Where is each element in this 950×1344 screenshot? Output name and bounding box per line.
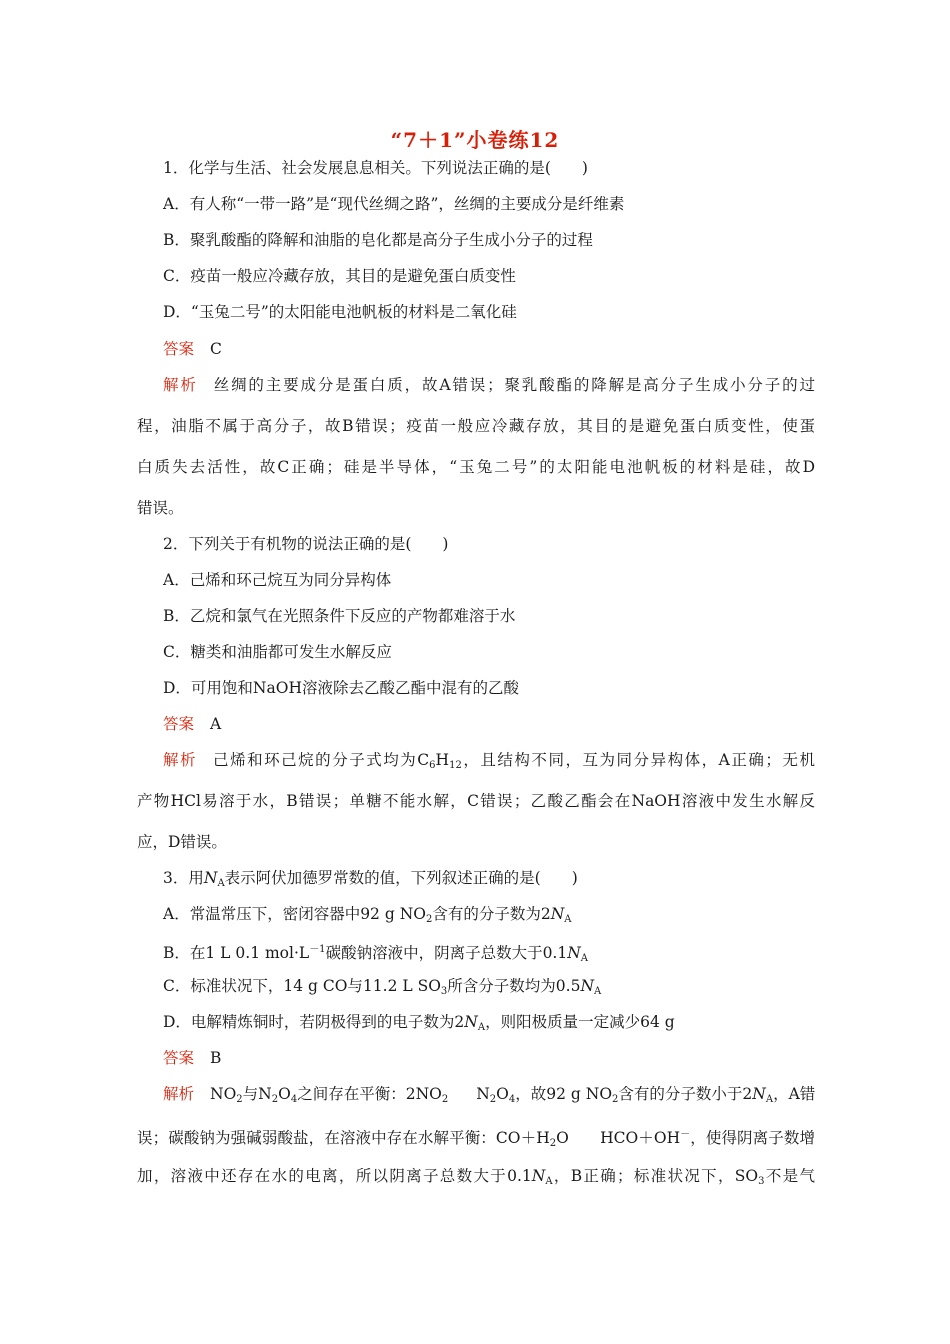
analysis-label: 解析 xyxy=(163,376,198,394)
q3-option-c: C．标准状况下，14 g CO与11.2 L $SO_3$所含分子数均为$0.5N_A$ xyxy=(163,977,602,997)
q3-analysis-line-3: 加，溶液中还存在水的电离，所以阴离子总数大于$0.1N_A$，B正确；标准状况下，$SO_3$不是气 xyxy=(137,1167,815,1187)
q2-option-a: A．己烯和环己烷互为同分异构体 xyxy=(163,571,392,589)
q2-analysis-line-3: 应，D错误。 xyxy=(137,833,227,851)
q1-option-d: D．“玉兔二号”的太阳能电池帆板的材料是二氧化硅 xyxy=(163,303,517,321)
q1-answer-value: C xyxy=(210,340,222,358)
q2-analysis-line-2: 产物HCl易溶于水，B错误；单糖不能水解，C错误；乙酸乙酯会在NaOH溶液中发生水解反 xyxy=(137,792,815,810)
q3-analysis-line-2: 误；碳酸钠为强碱弱酸盐，在溶液中存在水解平衡：$CO+H_2O$ HCO＋OH－，使得阴离子数增 xyxy=(137,1129,815,1149)
q1-option-b: B．聚乳酸酯的降解和油脂的皂化都是高分子生成小分子的过程 xyxy=(163,231,593,249)
q3-option-b: B．在1 L 0.1 $mol\cdot L^{-1}$碳酸钠溶液中，阴离子总数大于$0.1N_A$ xyxy=(163,944,589,964)
q1-analysis-line-4: 错误。 xyxy=(137,499,184,517)
q3-stem: 3．用$N_A$表示阿伏加德罗常数的值，下列叙述正确的是( ) xyxy=(163,869,578,889)
q3-answer: 答案 B xyxy=(163,1049,222,1067)
q1-option-a: A．有人称“一带一路”是“现代丝绸之路”，丝绸的主要成分是纤维素 xyxy=(163,195,625,213)
q2-stem: 2．下列关于有机物的说法正确的是( ) xyxy=(163,535,449,553)
q1-analysis-line-2: 程，油脂不属于高分子，故B错误；疫苗一般应冷藏存放，其目的是避免蛋白质变性，使蛋 xyxy=(137,417,815,435)
q3-option-a: A．常温常压下，密闭容器中92 g $NO_2$含有的分子数为$2N_A$ xyxy=(163,905,572,925)
q2-option-d: D．可用饱和NaOH溶液除去乙酸乙酯中混有的乙酸 xyxy=(163,679,519,697)
q2-analysis-line-1: 解析 己烯和环己烷的分子式均为$C_6H_{12}$，且结构不同，互为同分异构体，A正确；无机 xyxy=(163,751,815,771)
q1-analysis-line-3: 白质失去活性，故C正确；硅是半导体，“玉兔二号”的太阳能电池帆板的材料是硅，故D xyxy=(137,458,815,476)
q1-option-c: C．疫苗一般应冷藏存放，其目的是避免蛋白质变性 xyxy=(163,267,516,285)
q1-analysis-line-1: 解析 丝绸的主要成分是蛋白质，故A错误；聚乳酸酯的降解是高分子生成小分子的过 xyxy=(163,376,815,394)
q1-answer xyxy=(163,339,222,359)
q1-stem: 1．化学与生活、社会发展息息相关。下列说法正确的是( ) xyxy=(163,159,588,177)
answer-label: 答案 xyxy=(163,340,195,358)
page-title: “7＋1”小卷练12 xyxy=(390,128,560,152)
q2-option-b: B．乙烷和氯气在光照条件下反应的产物都难溶于水 xyxy=(163,607,516,625)
q3-analysis-line-1: 解析 $NO_2$与$N_2O_4$之间存在平衡：$2NO_2$ $N_2O_4$，故92 g $NO_2$含有的分子数小于$2N_A$，A错 xyxy=(163,1085,816,1105)
q2-answer: 答案 A xyxy=(163,715,222,733)
q2-option-c: C．糖类和油脂都可发生水解反应 xyxy=(163,643,392,661)
q3-option-d: D．电解精炼铜时，若阴极得到的电子数为$2N_A$，则阳极质量一定减少64 g xyxy=(163,1013,675,1033)
